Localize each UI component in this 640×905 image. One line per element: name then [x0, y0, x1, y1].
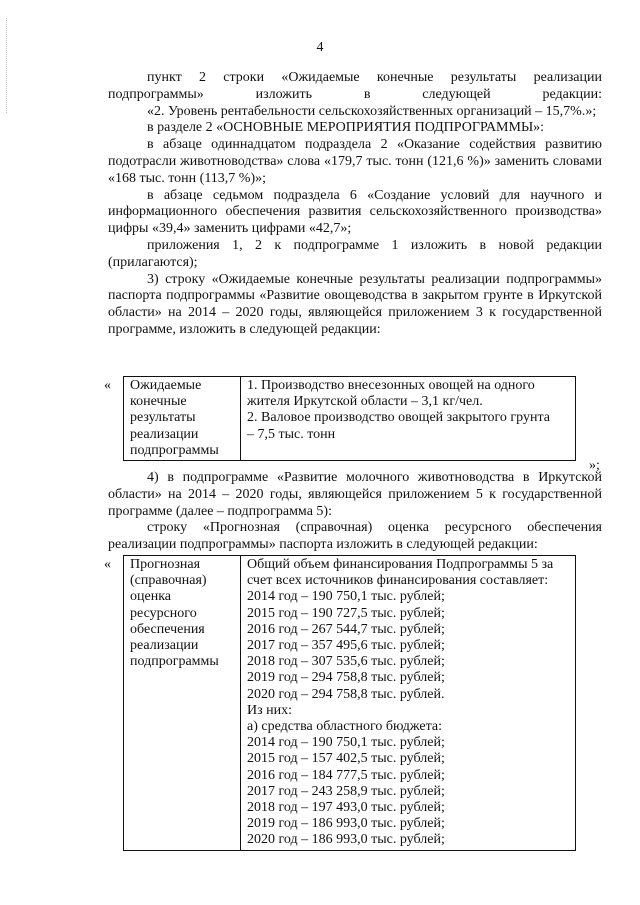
cell-line: 1. Производство внесезонных овощей на одного	[247, 378, 535, 393]
cell-line: 2016 год – 184 777,5 тыс. рублей;	[247, 767, 445, 783]
cell-line: 2020 год – 186 993,0 тыс. рублей;	[247, 832, 445, 848]
cell-line: 2018 год – 197 493,0 тыс. рублей;	[247, 800, 445, 816]
cell-line: результаты	[130, 410, 196, 426]
scan-margin-mark	[6, 18, 9, 113]
cell-line: 2015 год – 190 727,5 тыс. рублей;	[247, 605, 445, 621]
paragraph: в разделе 2 «ОСНОВНЫЕ МЕРОПРИЯТИЯ ПОДПРОГРАММЫ»:	[147, 120, 545, 136]
cell-line: 2018 год – 307 535,6 тыс. рублей;	[247, 654, 445, 670]
cell-line: (справочная)	[130, 573, 207, 589]
table1-open-quote: «	[104, 378, 111, 393]
paragraph: приложения 1, 2 к подпрограмме 1 изложить в новой редакции (прилагаются);	[108, 237, 602, 270]
paragraph: 4) в подпрограмме «Развитие молочного животноводства в Иркутской области» на 2014 – 2020 годы, являющейся приложением 5 к государственной программе (далее – подпрограмма 5):	[108, 470, 602, 519]
cell-line: реализации	[130, 426, 199, 442]
table-cell-value	[241, 556, 576, 851]
expected-results-table	[123, 376, 576, 461]
resource-estimate-table	[123, 555, 576, 851]
paragraph: пункт 2 строки «Ожидаемые конечные результаты реализации подпрограммы» изложить в следующей редакции:	[108, 70, 602, 102]
cell-line: обеспечения	[130, 621, 205, 637]
cell-line: 2. Валовое производство овощей закрытого грунта	[247, 410, 550, 426]
table-row	[124, 377, 576, 461]
cell-line: подпрограммы	[130, 442, 219, 458]
cell-line: Ожидаемые	[130, 378, 202, 393]
cell-line: Общий объем финансирования Подпрограммы 5 за	[247, 557, 554, 572]
cell-line: ресурсного	[130, 605, 197, 621]
text-block-2	[108, 470, 602, 554]
paragraph: в абзаце седьмом подраздела 6 «Создание условий для научного и информационного обеспечения развития сельскохозяйственного производства» цифры «39,4» заменить цифрами «42,7»;	[108, 187, 602, 237]
cell-line: 2016 год – 267 544,7 тыс. рублей;	[247, 621, 445, 637]
page-number: 4	[316, 40, 324, 55]
cell-line: 2014 год – 190 750,1 тыс. рублей;	[247, 735, 445, 751]
cell-line: 2017 год – 243 258,9 тыс. рублей;	[247, 783, 445, 799]
table-cell-label	[124, 556, 241, 851]
paragraph: в абзаце одиннадцатом подраздела 2 «Оказание содействия развитию подотрасли животноводства» слова «179,7 тыс. тонн (121,6 %)» заменить словами «168 тыс. тонн (113,7 %)»;	[108, 137, 602, 186]
cell-line: 2017 год – 357 495,6 тыс. рублей;	[247, 638, 445, 654]
table-cell-value	[241, 377, 576, 461]
paragraph: строку «Прогнозная (справочная) оценка ресурсного обеспечения реализации подпрограммы» паспорта изложить в следующей редакции:	[108, 520, 602, 553]
cell-line: реализации	[130, 638, 199, 654]
paragraph: 3) строку «Ожидаемые конечные результаты реализации подпрограммы» паспорта подпрограммы «Развитие овощеводства в закрытом грунте в Иркутской области» на 2014 – 2020 годы, являющейся приложением 3 к государственной программе, изложить в следующей редакции:	[108, 271, 602, 337]
text-block-1	[108, 70, 602, 339]
cell-line: 2015 год – 157 402,5 тыс. рублей;	[247, 751, 445, 767]
paragraph: «2. Уровень рентабельности сельскохозяйственных организаций – 15,7%.»;	[147, 103, 597, 119]
table-row	[124, 556, 576, 851]
cell-line: 2014 год – 190 750,1 тыс. рублей;	[247, 589, 445, 605]
cell-line: 2020 год – 294 758,8 тыс. рублей.	[247, 686, 445, 702]
cell-line: оценка	[130, 589, 172, 605]
table2-open-quote: «	[104, 557, 111, 572]
cell-line: счет всех источников финансирования составляет:	[247, 573, 549, 589]
cell-line: жителя Иркутской области – 3,1 кг/чел.	[247, 394, 483, 410]
cell-line: подпрограммы	[130, 654, 219, 670]
cell-line: Прогнозная	[130, 557, 201, 572]
cell-line: Из них:	[247, 702, 293, 718]
table-cell-label	[124, 377, 241, 461]
table1-close-quote: »;	[589, 458, 600, 473]
cell-line: – 7,5 тыс. тонн	[247, 426, 336, 442]
cell-line: 2019 год – 294 758,8 тыс. рублей;	[247, 670, 445, 686]
cell-line: 2019 год – 186 993,0 тыс. рублей;	[247, 816, 445, 832]
cell-line: конечные	[130, 394, 187, 410]
cell-line: а) средства областного бюджета:	[247, 719, 442, 735]
